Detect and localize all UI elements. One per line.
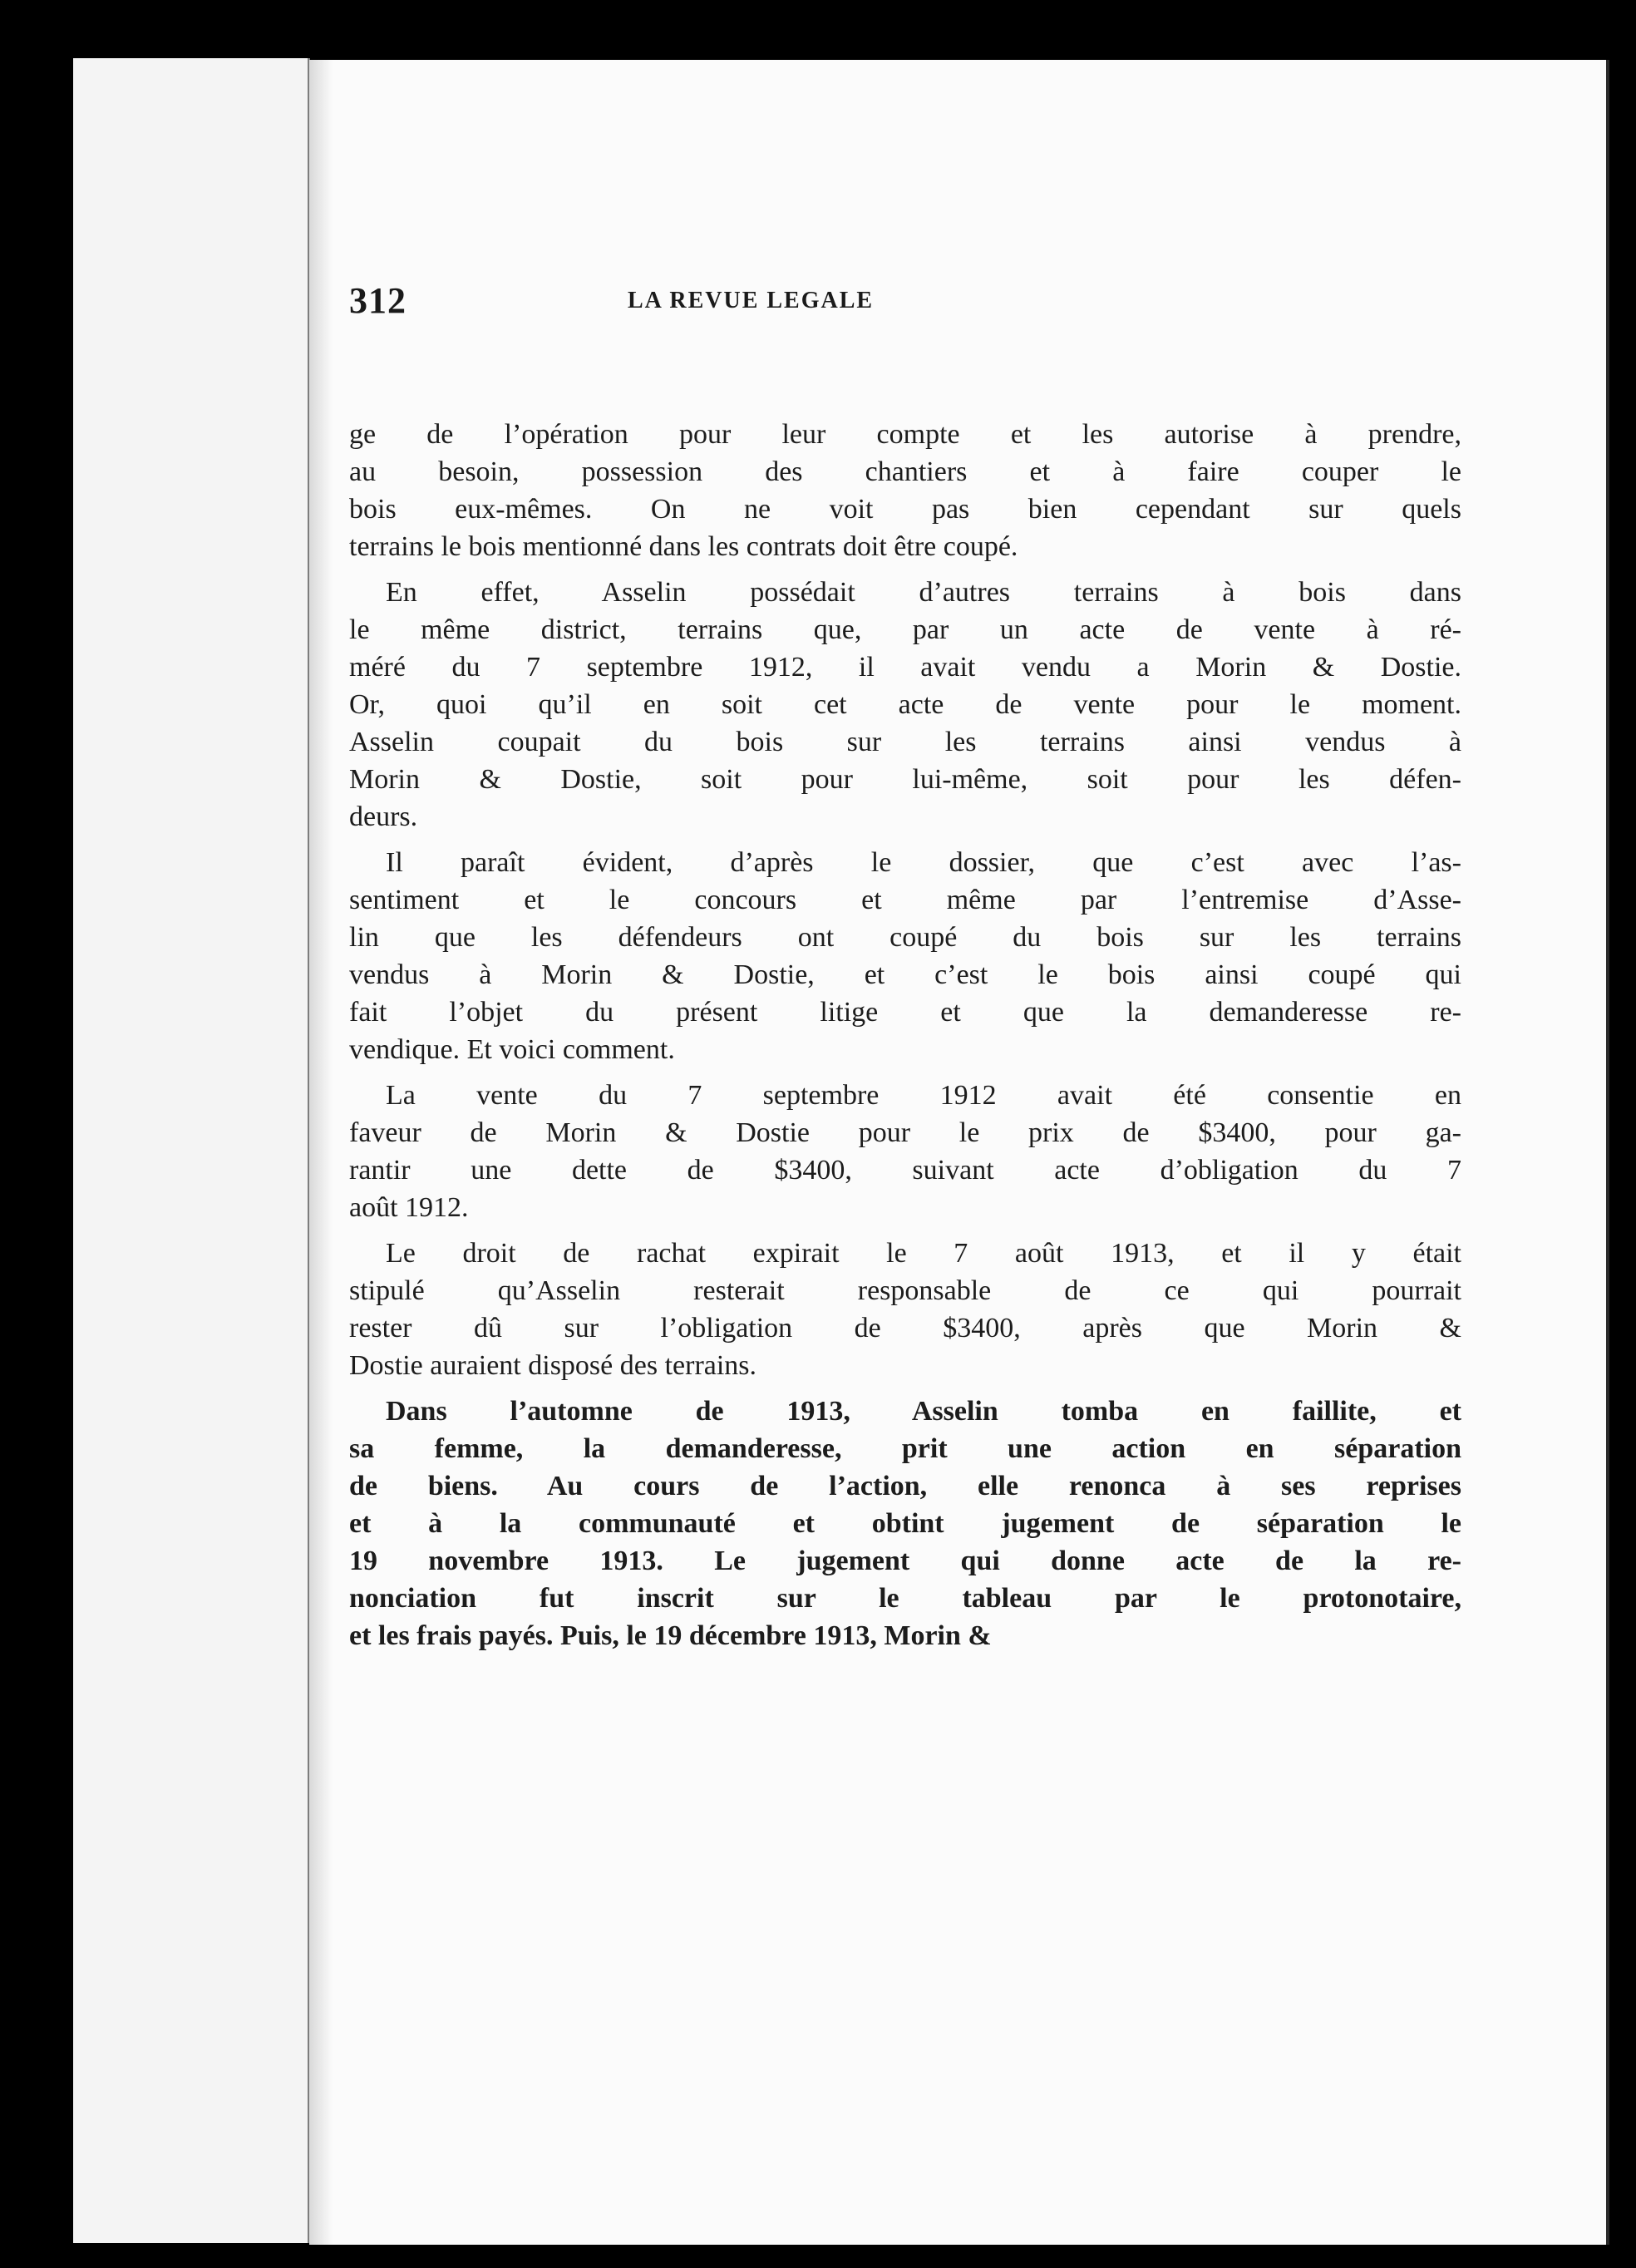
text-line: sentiment et le concours et même par l’entremise d’Asse- xyxy=(349,885,1461,915)
text-line: vendique. Et voici comment. xyxy=(349,1034,675,1065)
text-line: faveur de Morin & Dostie pour le prix de $3400, pour ga- xyxy=(349,1117,1461,1148)
text-line: le même district, terrains que, par un acte de vente à ré- xyxy=(349,614,1461,645)
text-line: Dans l’automne de 1913, Asselin tomba en faillite, et xyxy=(386,1396,1461,1427)
text-line: Dostie auraient disposé des terrains. xyxy=(349,1350,757,1381)
paragraph xyxy=(349,574,1461,836)
text-line: ge de l’opération pour leur compte et les autorise à prendre, xyxy=(349,419,1461,450)
text-line: méré du 7 septembre 1912, il avait vendu a Morin & Dostie. xyxy=(349,652,1461,683)
paragraph xyxy=(349,1077,1461,1226)
running-head xyxy=(349,279,1463,329)
body-text xyxy=(349,416,1461,1663)
paragraph xyxy=(349,416,1461,565)
text-line: au besoin, possession des chantiers et à faire couper le xyxy=(349,456,1461,487)
text-line: Il paraît évident, d’après le dossier, que c’est avec l’as- xyxy=(386,847,1461,878)
text-line: terrains le bois mentionné dans les contrats doit être coupé. xyxy=(349,531,1018,562)
text-line: Or, quoi qu’il en soit cet acte de vente pour le moment. xyxy=(349,689,1461,720)
text-line: vendus à Morin & Dostie, et c’est le bois ainsi coupé qui xyxy=(349,959,1461,990)
paragraph xyxy=(349,1235,1461,1384)
page-number: 312 xyxy=(349,280,407,321)
text-line: nonciation fut inscrit sur le tableau par le protonotaire, xyxy=(349,1583,1461,1614)
text-line: Asselin coupait du bois sur les terrains ainsi vendus à xyxy=(349,727,1461,757)
text-line: et à la communauté et obtint jugement de séparation le xyxy=(349,1508,1461,1539)
text-line: bois eux-mêmes. On ne voit pas bien cependant sur quels xyxy=(349,494,1461,525)
text-line: lin que les défendeurs ont coupé du bois sur les terrains xyxy=(349,922,1461,953)
text-line: deurs. xyxy=(349,801,418,832)
paragraph xyxy=(349,844,1461,1068)
text-line: La vente du 7 septembre 1912 avait été consentie en xyxy=(386,1080,1461,1111)
text-line: Le droit de rachat expirait le 7 août 1913, et il y était xyxy=(386,1238,1461,1269)
spine-shadow xyxy=(309,60,333,2245)
text-line: sa femme, la demanderesse, prit une action en séparation xyxy=(349,1433,1461,1464)
journal-title: LA REVUE LEGALE xyxy=(628,288,875,313)
text-line: rantir une dette de $3400, suivant acte d’obligation du 7 xyxy=(349,1155,1461,1186)
text-line: et les frais payés. Puis, le 19 décembre 1913, Morin & xyxy=(349,1620,992,1651)
text-line: de biens. Au cours de l’action, elle renonca à ses reprises xyxy=(349,1471,1461,1501)
text-line: rester dû sur l’obligation de $3400, après que Morin & xyxy=(349,1313,1461,1344)
text-line: En effet, Asselin possédait d’autres terrains à bois dans xyxy=(386,577,1461,608)
text-line: fait l’objet du présent litige et que la demanderesse re- xyxy=(349,997,1461,1028)
text-line: Morin & Dostie, soit pour lui-même, soit pour les défen- xyxy=(349,764,1461,795)
page-edge xyxy=(249,58,310,2243)
text-line: 19 novembre 1913. Le jugement qui donne acte de la re- xyxy=(349,1546,1461,1576)
paragraph xyxy=(349,1393,1461,1654)
text-line: août 1912. xyxy=(349,1192,469,1223)
text-line: stipulé qu’Asselin resterait responsable de ce qui pourrait xyxy=(349,1275,1461,1306)
